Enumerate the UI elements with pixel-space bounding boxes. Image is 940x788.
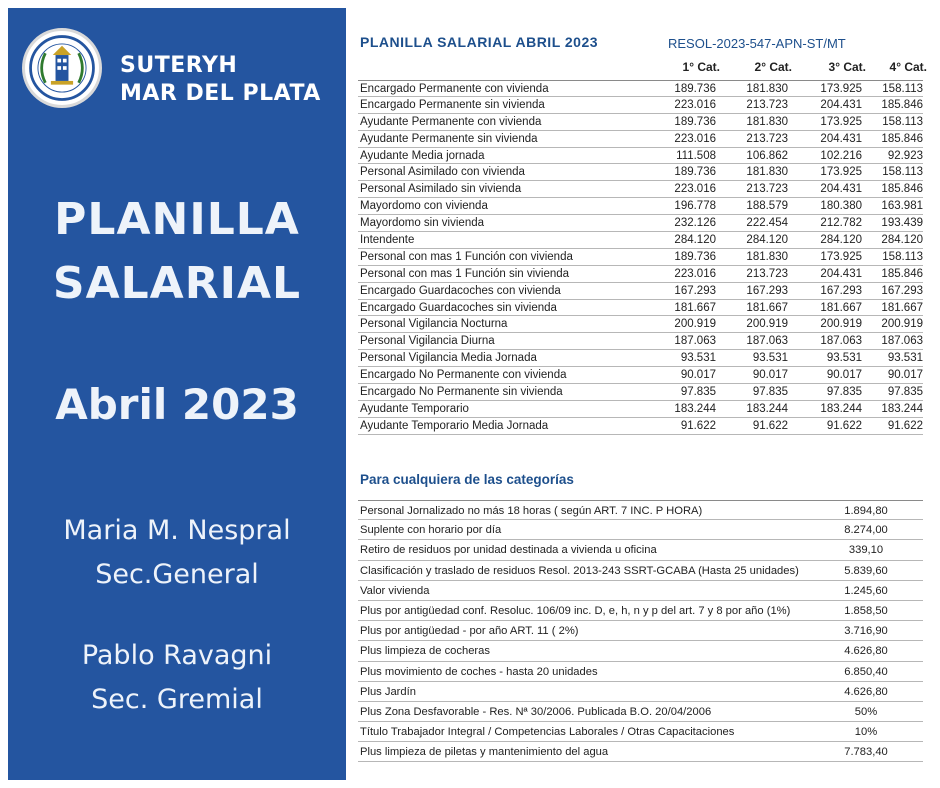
row-value-cat1: 91.622: [680, 419, 716, 432]
row-label: Intendente: [360, 234, 415, 247]
row-value-cat2: 284.120: [746, 234, 788, 247]
row-value-cat1: 111.508: [676, 149, 716, 162]
table-row: [358, 350, 923, 367]
salary-table: [358, 80, 923, 435]
extras-label: Plus Zona Desfavorable - Res. Nª 30/2006. Publicada B.O. 20/04/2006: [360, 705, 712, 718]
extras-label: Suplente con horario por día: [360, 524, 502, 537]
row-value-cat3: 212.782: [820, 217, 862, 230]
salary-sheet: [346, 0, 940, 788]
extras-value: 1.894,80: [844, 505, 888, 517]
row-value-cat1: 284.120: [674, 234, 716, 247]
extras-value: 5.839,60: [844, 564, 888, 577]
row-value-cat1: 189.736: [674, 166, 716, 179]
left-panel: [8, 8, 346, 780]
table-row: [358, 198, 923, 215]
row-value-cat1: 200.919: [674, 318, 716, 331]
row-value-cat3: 187.063: [820, 335, 862, 348]
extras-label: Plus Jardín: [360, 685, 416, 698]
table-row: [358, 249, 923, 266]
extras-value: 6.850,40: [844, 665, 888, 678]
row-label: Personal Vigilancia Media Jornada: [360, 352, 537, 365]
extras-value: 8.274,00: [844, 524, 888, 537]
row-value-cat2: 187.063: [746, 335, 788, 348]
row-value-cat3: 90.017: [826, 369, 862, 382]
row-value-cat2: 213.723: [746, 183, 788, 196]
extras-value: 50%: [854, 705, 878, 718]
row-value-cat4: 163.981: [881, 200, 923, 213]
extras-label: Plus por antigüedad - por año ART. 11 ( 2%): [360, 625, 579, 638]
sheet-title: PLANILLA SALARIAL ABRIL 2023: [360, 34, 599, 50]
extras-row: [358, 500, 923, 520]
row-label: Personal con mas 1 Función con vivienda: [360, 250, 573, 263]
person2-role: Sec. Gremial: [91, 684, 263, 715]
org-name-line1: SUTERYH: [120, 53, 238, 78]
row-label: Ayudante Permanente sin vivienda: [360, 132, 538, 145]
extras-value: 7.783,40: [844, 746, 888, 759]
org-name: [120, 52, 321, 108]
row-value-cat1: 189.736: [674, 250, 716, 263]
row-value-cat2: 167.293: [746, 284, 788, 297]
extras-label: Plus limpieza de cocheras: [360, 645, 490, 658]
extras-label: Valor vivienda: [360, 584, 430, 597]
row-value-cat1: 196.778: [674, 200, 716, 213]
extras-row: [358, 520, 923, 540]
extras-label: Retiro de residuos por unidad destinada a vivienda u oficina: [360, 544, 657, 557]
extras-value: 1.245,60: [844, 584, 888, 597]
title-line2: SALARIAL: [52, 258, 302, 309]
row-label: Personal Vigilancia Nocturna: [360, 318, 508, 331]
extras-row: [358, 702, 923, 722]
extras-row: [358, 682, 923, 702]
person1-name: Maria M. Nespral: [63, 515, 291, 546]
table-row: [358, 367, 923, 384]
row-label: Ayudante Permanente con vivienda: [360, 115, 542, 128]
org-name-line2: MAR DEL PLATA: [120, 81, 321, 106]
row-value-cat4: 187.063: [881, 335, 923, 348]
row-value-cat1: 183.244: [674, 402, 716, 415]
row-label: Encargado No Permanente con vivienda: [360, 369, 567, 382]
extras-label: Plus movimiento de coches - hasta 20 unidades: [360, 665, 598, 678]
extras-label: Clasificación y traslado de residuos Resol. 2013-243 SSRT-GCABA (Hasta 25 unidades): [360, 564, 799, 577]
row-value-cat2: 93.531: [752, 352, 788, 365]
table-row: [358, 114, 923, 131]
row-value-cat4: 158.113: [882, 83, 923, 95]
row-value-cat3: 180.380: [820, 200, 862, 213]
row-value-cat2: 213.723: [746, 267, 788, 280]
row-value-cat4: 183.244: [881, 402, 923, 415]
row-value-cat1: 232.126: [674, 217, 716, 230]
row-label: Personal con mas 1 Función sin vivienda: [360, 267, 570, 280]
row-value-cat4: 284.120: [881, 234, 923, 247]
extras-label: Título Trabajador Integral / Competencias Laborales / Otras Capacitaciones: [360, 726, 735, 739]
extras-row: [358, 540, 923, 560]
row-value-cat1: 97.835: [680, 386, 716, 399]
title-line1: PLANILLA: [54, 194, 300, 245]
row-value-cat2: 200.919: [746, 318, 788, 331]
row-value-cat3: 97.835: [826, 386, 862, 399]
row-value-cat4: 167.293: [881, 284, 923, 297]
extras-row: [358, 662, 923, 682]
extras-row: [358, 641, 923, 661]
column-header-cat2: 2° Cat.: [754, 60, 792, 74]
table-row: [358, 97, 923, 114]
person2-name: Pablo Ravagni: [81, 640, 273, 671]
extras-value: 339,10: [848, 544, 884, 557]
row-value-cat4: 158.113: [882, 115, 923, 128]
extras-value: 10%: [854, 726, 878, 739]
table-row: [358, 418, 923, 435]
row-value-cat3: 173.925: [820, 115, 862, 128]
extras-label: Personal Jornalizado no más 18 horas ( según ART. 7 INC. P HORA): [360, 505, 703, 517]
row-value-cat2: 181.830: [746, 250, 788, 263]
row-value-cat1: 93.531: [680, 352, 716, 365]
union-logo-icon: [22, 28, 102, 108]
row-value-cat1: 223.016: [674, 183, 716, 196]
row-value-cat2: 181.667: [746, 301, 788, 314]
row-value-cat3: 173.925: [820, 83, 862, 95]
row-value-cat1: 189.736: [674, 115, 716, 128]
row-label: Personal Asimilado sin vivienda: [360, 183, 522, 196]
row-value-cat2: 183.244: [746, 402, 788, 415]
extras-value: 3.716,90: [844, 625, 888, 638]
row-value-cat4: 200.919: [881, 318, 923, 331]
row-label: Encargado No Permanente sin vivienda: [360, 386, 563, 399]
table-row: [358, 401, 923, 418]
row-label: Personal Vigilancia Diurna: [360, 335, 495, 348]
table-row: [358, 333, 923, 350]
row-value-cat2: 97.835: [752, 386, 788, 399]
row-value-cat1: 167.293: [674, 284, 716, 297]
row-value-cat2: 91.622: [752, 419, 788, 432]
row-label: Ayudante Temporario: [360, 402, 469, 415]
resolution-number: RESOL-2023-547-APN-ST/MT: [668, 36, 846, 51]
column-header-cat4: 4° Cat.: [889, 60, 927, 74]
row-value-cat3: 183.244: [820, 402, 862, 415]
row-value-cat3: 93.531: [826, 352, 862, 365]
row-value-cat4: 97.835: [887, 386, 923, 399]
row-value-cat3: 204.431: [820, 132, 862, 145]
row-value-cat2: 222.454: [746, 217, 788, 230]
table-row: [358, 384, 923, 401]
table-row: [358, 181, 923, 198]
row-value-cat3: 204.431: [820, 267, 862, 280]
row-value-cat1: 90.017: [680, 369, 716, 382]
row-label: Mayordomo sin vivienda: [360, 217, 485, 230]
row-value-cat1: 189.736: [674, 83, 716, 95]
row-value-cat4: 185.846: [881, 267, 923, 280]
row-value-cat4: 185.846: [881, 132, 923, 145]
row-value-cat4: 92.923: [887, 149, 923, 162]
row-value-cat3: 204.431: [820, 98, 862, 111]
row-label: Encargado Permanente con vivienda: [360, 83, 549, 95]
row-value-cat4: 158.113: [882, 250, 923, 263]
row-value-cat1: 181.667: [674, 301, 716, 314]
row-value-cat4: 185.846: [881, 98, 923, 111]
row-label: Ayudante Temporario Media Jornada: [360, 419, 549, 432]
row-value-cat1: 223.016: [674, 267, 716, 280]
extras-row: [358, 581, 923, 601]
table-row: [358, 316, 923, 333]
extras-label: Plus limpieza de piletas y mantenimiento del agua: [360, 746, 609, 759]
table-row: [358, 131, 923, 148]
row-value-cat3: 284.120: [820, 234, 862, 247]
row-value-cat3: 102.216: [820, 149, 862, 162]
row-value-cat3: 204.431: [820, 183, 862, 196]
table-row: [358, 232, 923, 249]
row-value-cat2: 181.830: [746, 166, 788, 179]
row-label: Encargado Permanente sin vivienda: [360, 98, 545, 111]
row-label: Ayudante Media jornada: [360, 149, 485, 162]
table-row: [358, 148, 923, 165]
row-value-cat4: 90.017: [887, 369, 923, 382]
row-label: Personal Asimilado con vivienda: [360, 166, 525, 179]
row-value-cat3: 167.293: [820, 284, 862, 297]
table-row: [358, 164, 923, 181]
column-header-cat3: 3° Cat.: [828, 60, 866, 74]
row-value-cat2: 213.723: [746, 98, 788, 111]
row-value-cat1: 187.063: [674, 335, 716, 348]
row-value-cat3: 91.622: [826, 419, 862, 432]
column-header-cat1: 1° Cat.: [682, 60, 720, 74]
extras-value: 1.858,50: [844, 604, 888, 617]
row-value-cat4: 193.439: [881, 217, 923, 230]
row-value-cat2: 181.830: [746, 83, 788, 95]
extras-label: Plus por antigüedad conf. Resoluc. 106/09 inc. D, e, h, n y p del art. 7 y 8 por año (1%): [360, 604, 791, 617]
row-value-cat1: 223.016: [674, 132, 716, 145]
extras-value: 4.626,80: [844, 645, 888, 658]
row-value-cat2: 213.723: [746, 132, 788, 145]
row-value-cat3: 200.919: [820, 318, 862, 331]
row-value-cat3: 181.667: [820, 301, 862, 314]
row-value-cat3: 173.925: [820, 250, 862, 263]
extras-row: [358, 722, 923, 742]
extras-row: [358, 621, 923, 641]
row-value-cat2: 188.579: [746, 200, 788, 213]
table-row: [358, 266, 923, 283]
table-row: [358, 283, 923, 300]
table-row: [358, 80, 923, 97]
row-value-cat1: 223.016: [674, 98, 716, 111]
extras-title: Para cualquiera de las categorías: [360, 472, 574, 487]
extras-row: [358, 561, 923, 581]
row-value-cat4: 93.531: [887, 352, 923, 365]
extras-row: [358, 601, 923, 621]
period-title: Abril 2023: [55, 380, 299, 429]
table-row: [358, 300, 923, 317]
extras-table: [358, 500, 923, 762]
row-value-cat4: 158.113: [882, 166, 923, 179]
person1-role: Sec.General: [95, 559, 259, 590]
row-value-cat4: 185.846: [881, 183, 923, 196]
extras-row: [358, 742, 923, 762]
row-label: Mayordomo con vivienda: [360, 200, 488, 213]
row-label: Encargado Guardacoches con vivienda: [360, 284, 561, 297]
row-value-cat2: 106.862: [746, 149, 788, 162]
row-label: Encargado Guardacoches sin vivienda: [360, 301, 557, 314]
row-value-cat2: 181.830: [746, 115, 788, 128]
row-value-cat3: 173.925: [820, 166, 862, 179]
row-value-cat4: 91.622: [887, 419, 923, 432]
extras-value: 4.626,80: [844, 685, 888, 698]
row-value-cat2: 90.017: [752, 369, 788, 382]
table-row: [358, 215, 923, 232]
row-value-cat4: 181.667: [881, 301, 923, 314]
